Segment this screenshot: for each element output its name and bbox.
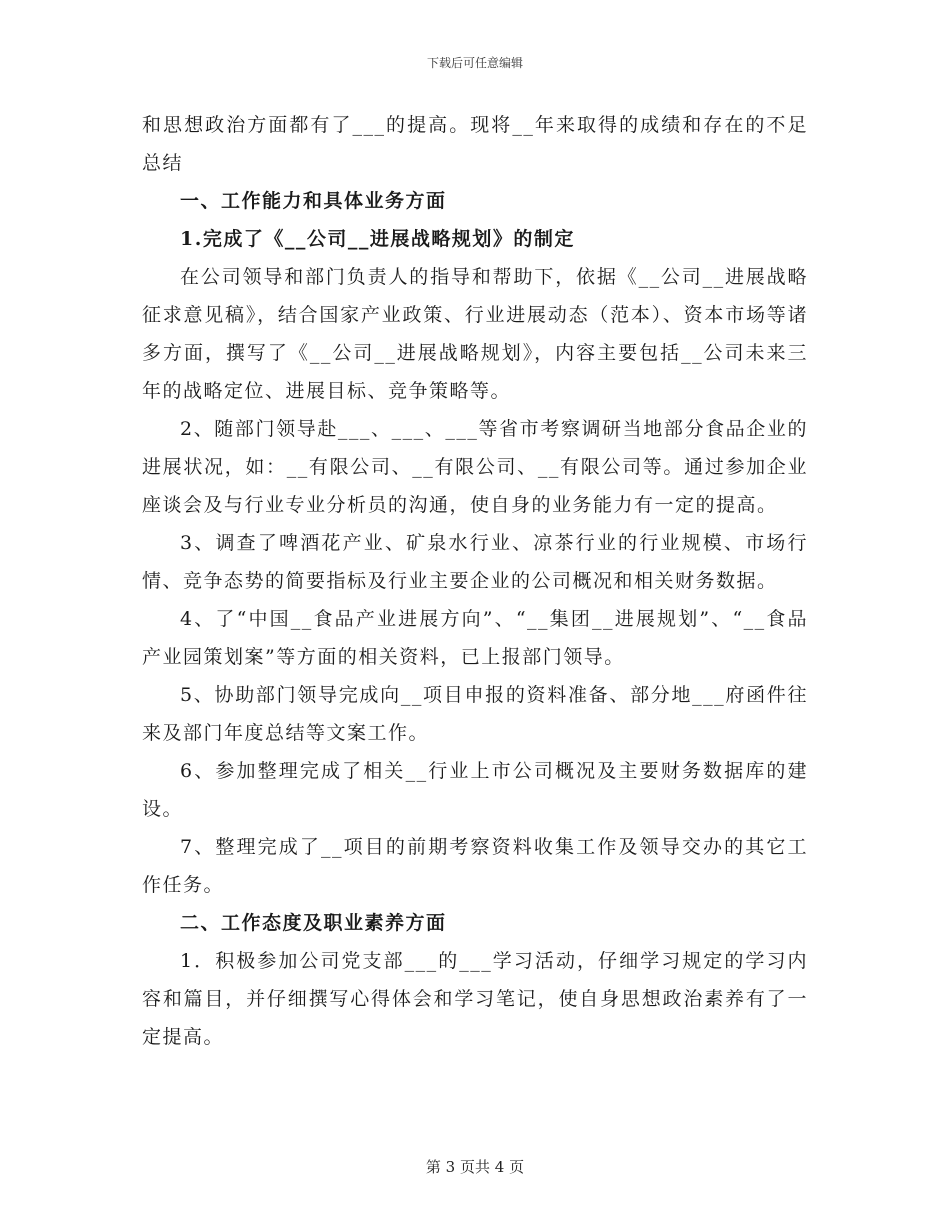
page-number: 第 3 页共 4 页 — [425, 1158, 525, 1176]
paragraph-item-6: 6、参加整理完成了相关__行业上市公司概况及主要财务数据库的建设。 — [142, 760, 808, 820]
paragraph-section2-item-1: 1．积极参加公司党支部___的___学习活动，仔细学习规定的学习内容和篇目，并仔细撰写心得体会和学习笔记，使自身思想政治素养有了一定提高。 — [142, 950, 808, 1048]
paragraph-item-7: 7、整理完成了__项目的前期考察资料收集工作及领导交办的其它工作任务。 — [142, 836, 808, 896]
paragraph-strategy-plan: 在公司领导和部门负责人的指导和帮助下，依据《__公司__进展战略征求意见稿》，结合国家产业政策、行业进展动态（范本）、资本市场等诸多方面，撰写了《__公司__进展战略规划》，内容主要包括__公司未来三年的战略定位、进展目标、竞争策略等。 — [142, 266, 808, 402]
page-header: 下载后可任意编辑 — [426, 56, 523, 70]
paragraph-item-3: 3、调查了啤酒花产业、矿泉水行业、凉茶行业的行业规模、市场行情、竞争态势的简要指标及行业主要企业的公司概况和相关财务数据。 — [142, 532, 808, 592]
paragraph-item-2: 2、随部门领导赴___、___、___等省市考察调研当地部分食品企业的进展状况，如：__有限公司、__有限公司、__有限公司等。通过参加企业座谈会及与行业专业分析员的沟通，使自身的业务能力有一定的提高。 — [142, 418, 808, 516]
section-heading-work-ability: 一、工作能力和具体业务方面 — [180, 190, 447, 212]
section-heading-work-attitude: 二、工作态度及职业素养方面 — [180, 912, 447, 934]
item-heading-strategy-plan: 1.完成了《__公司__进展战略规划》的制定 — [180, 228, 575, 250]
document-body — [142, 106, 808, 1056]
paragraph-item-5: 5、协助部门领导完成向__项目申报的资料准备、部分地___府函件往来及部门年度总结等文案工作。 — [142, 684, 808, 744]
intro-paragraph: 和思想政治方面都有了___的提高。现将__年来取得的成绩和存在的不足总结 — [142, 114, 808, 174]
paragraph-item-4: 4、了“中国__食品产业进展方向”、“__集团__进展规划”、“__食品产业园策划案”等方面的相关资料，已上报部门领导。 — [142, 608, 808, 668]
